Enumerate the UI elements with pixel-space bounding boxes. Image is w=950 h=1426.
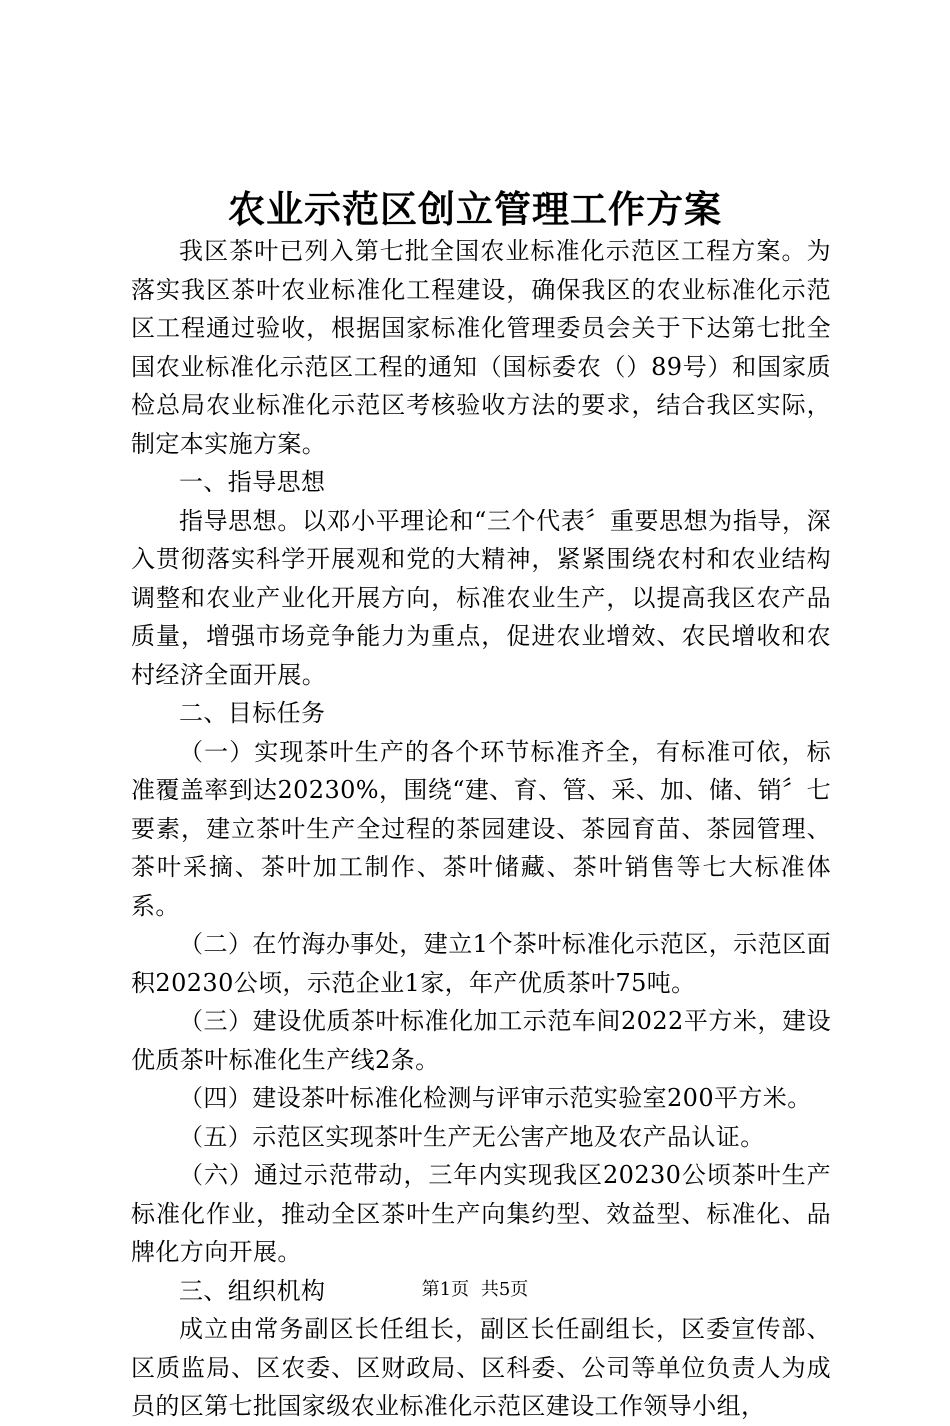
body-paragraph: （三）建设优质茶叶标准化加工示范车间2022平方米，建设优质茶叶标准化生产线2条。: [131, 1007, 831, 1074]
section-heading: 二、目标任务: [179, 699, 326, 727]
document-title: 农业示范区创立管理工作方案: [228, 187, 722, 231]
section-heading: 三、组织机构: [179, 1276, 326, 1305]
page-number: 第1页: [421, 1279, 470, 1300]
section-heading: 一、指导思想: [179, 468, 326, 496]
body-paragraph: 成立由常务副区长任组长，副区长任副组长，区委宣传部、区质监局、区农委、区财政局、区科委、公司等单位负责人为成员的区第七批国家级农业标准化示范区建设工作领导小组，: [131, 1315, 831, 1420]
body-paragraph: （四）建设茶叶标准化检测与评审示范实验室200平方米。: [179, 1084, 812, 1112]
body-paragraph: （一）实现茶叶生产的各个环节标准齐全，有标准可依，标准覆盖率到达20230%，围绕“建、育、管、采、加、储、销〞七要素，建立茶叶生产全过程的茶园建设、茶园育苗、茶园管理、茶叶采摘、茶叶加工制作、茶叶储藏、茶叶销售等七大标准体系。: [131, 737, 831, 920]
page-total: 共5页: [480, 1279, 529, 1300]
document-body: [131, 232, 831, 1426]
body-paragraph: 指导思想。以邓小平理论和“三个代表〞重要思想为指导，深入贯彻落实科学开展观和党的大精神，紧紧围绕农村和农业结构调整和农业产业化开展方向，标准农业生产，以提高我区农产品质量，增强市场竞争能力为重点，促进农业增效、农民增收和农村经济全面开展。: [131, 506, 831, 689]
body-paragraph: （二）在竹海办事处，建立1个茶叶标准化示范区，示范区面积20230公顷，示范企业1家，年产优质茶叶75吨。: [131, 930, 831, 997]
body-paragraph: （五）示范区实现茶叶生产无公害产地及农产品认证。: [179, 1122, 765, 1151]
page-footer: [0, 1278, 950, 1302]
body-paragraph: 我区茶叶已列入第七批全国农业标准化示范区工程方案。为落实我区茶叶农业标准化工程建设，确保我区的农业标准化示范区工程通过验收，根据国家标准化管理委员会关于下达第七批全国农业标准化示范区工程的通知（国标委农（）89号）和国家质检总局农业标准化示范区考核验收方法的要求，结合我区实际，制定本实施方案。: [131, 237, 831, 458]
body-paragraph: （六）通过示范带动，三年内实现我区20230公顷茶叶生产标准化作业，推动全区茶叶生产向集约型、效益型、标准化、品牌化方向开展。: [131, 1161, 831, 1266]
